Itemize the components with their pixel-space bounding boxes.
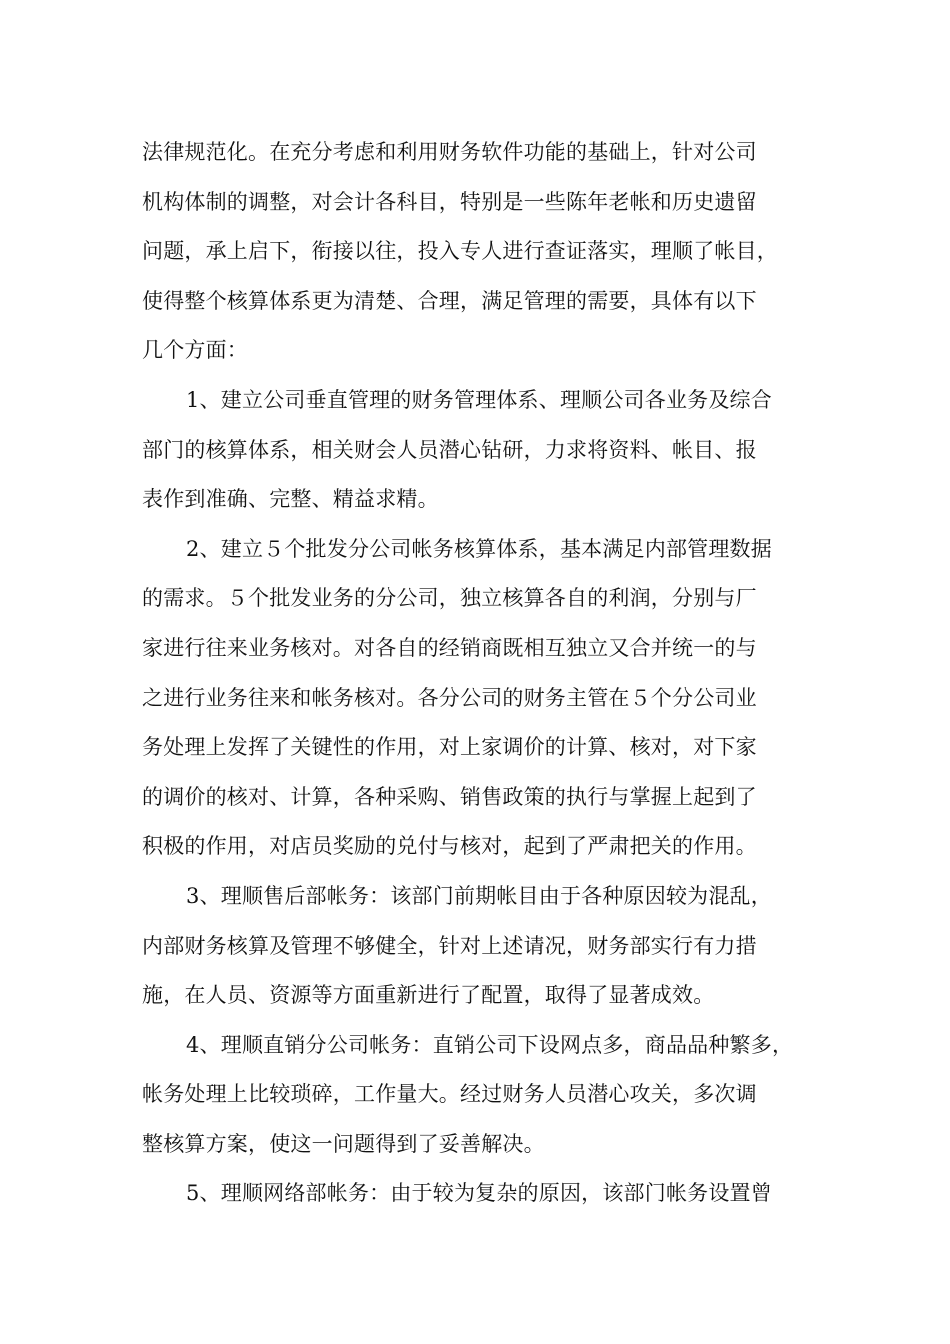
list-item-5-line: 5、理顺网络部帐务：由于较为复杂的原因，该部门帐务设置曾 [186, 1181, 772, 1206]
list-item-2-line: 的需求。５个批发业务的分公司，独立核算各自的利润，分别与厂 [142, 586, 757, 611]
list-item-3-line: 3、理顺售后部帐务：该部门前期帐目由于各种原因较为混乱， [186, 883, 772, 908]
list-item-3-line: 内部财务核算及管理不够健全，针对上述请况，财务部实行有力措 [142, 933, 757, 958]
list-item-2-line: 的调价的核对、计算，各种采购、销售政策的执行与掌握上起到了 [142, 784, 757, 809]
list-item-1-line: 1、建立公司垂直管理的财务管理体系、理顺公司各业务及综合 [186, 387, 772, 412]
list-item-1-line: 表作到准确、完整、精益求精。 [142, 487, 439, 512]
list-item-2-line: 2、建立５个批发分公司帐务核算体系，基本满足内部管理数据 [186, 536, 772, 561]
paragraph-line: 几个方面： [142, 338, 248, 363]
list-item-2-line: 积极的作用，对店员奖励的兑付与核对，起到了严肃把关的作用。 [142, 834, 757, 859]
list-item-4-line: 帐务处理上比较琐碎，工作量大。经过财务人员潜心攻关，多次调 [142, 1082, 757, 1107]
list-item-4-line: 整核算方案，使这一问题得到了妥善解决。 [142, 1131, 545, 1156]
list-item-2-line: 家进行往来业务核对。对各自的经销商既相互独立又合并统一的与 [142, 635, 757, 660]
list-item-2-line: 之进行业务往来和帐务核对。各分公司的财务主管在５个分公司业 [142, 685, 757, 710]
document-body [142, 128, 832, 1219]
list-item-2-line: 务处理上发挥了关键性的作用，对上家调价的计算、核对，对下家 [142, 735, 757, 760]
list-item-1-line: 部门的核算体系，相关财会人员潜心钻研，力求将资料、帐目、报 [142, 437, 757, 462]
paragraph-line: 使得整个核算体系更为清楚、合理，满足管理的需要，具体有以下 [142, 288, 757, 313]
paragraph-line: 问题，承上启下，衔接以往，投入专人进行查证落实，理顺了帐目， [142, 239, 778, 264]
list-item-3-line: 施，在人员、资源等方面重新进行了配置，取得了显著成效。 [142, 983, 715, 1008]
paragraph-line: 机构体制的调整，对会计各科目，特别是一些陈年老帐和历史遗留 [142, 189, 757, 214]
paragraph-line: 法律规范化。在充分考虑和利用财务软件功能的基础上，针对公司 [142, 140, 757, 164]
list-item-4-line: 4、理顺直销分公司帐务：直销公司下设网点多，商品品种繁多， [186, 1032, 794, 1057]
